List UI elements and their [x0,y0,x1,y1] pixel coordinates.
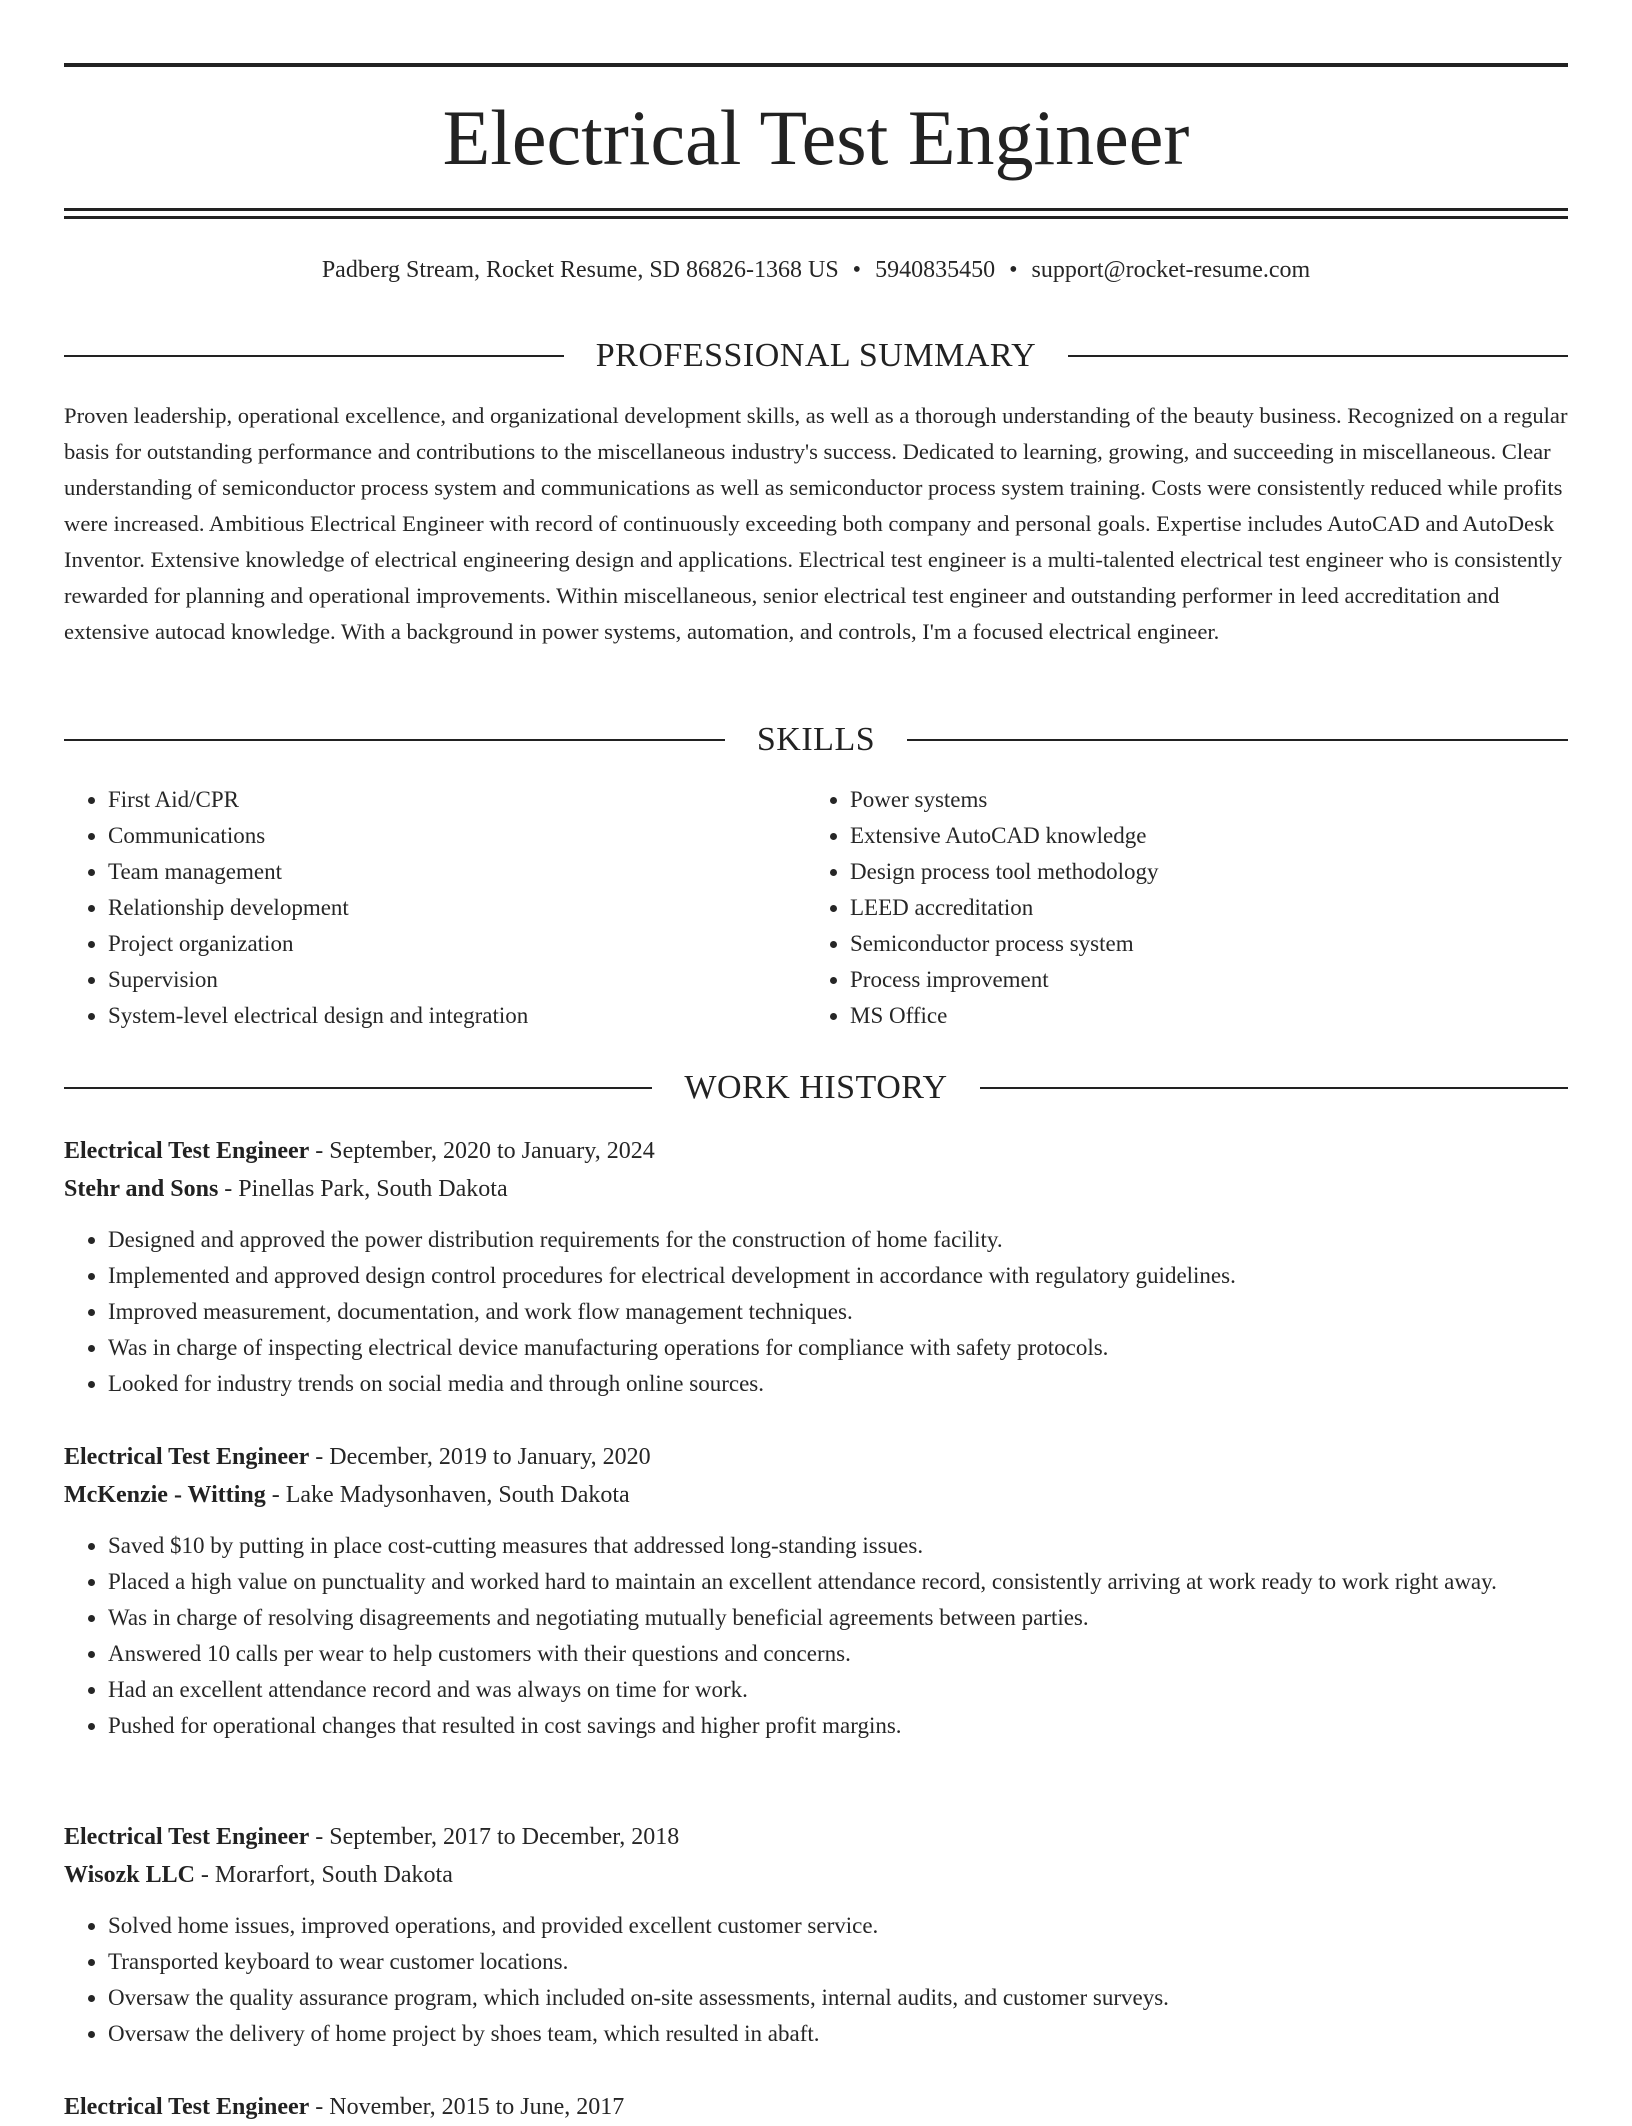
job-company: Stehr and Sons [64,1176,219,1202]
job-title-line [64,1438,1568,1476]
skill-item: • Semiconductor process system [850,926,1548,962]
job-bullets [64,1222,1568,1402]
job-location: - Morarfort, South Dakota [194,1862,453,1888]
skill-item: • Process improvement [850,962,1548,998]
job-bullets [64,1908,1568,2052]
job-bullet: • Had an excellent attendance record and was always on time for work. [108,1672,1568,1708]
skill-item: • Power systems [850,782,1548,818]
section-heading-summary [64,334,1568,378]
skills-list [64,782,1568,1034]
job-bullet: • Improved measurement, documentation, and work flow management techniques. [108,1294,1568,1330]
heading-rule [980,1087,1568,1089]
job-bullet: • Placed a high value on punctuality and worked hard to maintain an excellent attendance record, consistently arriving at work ready to work right away. [108,1564,1568,1600]
section-title: SKILLS [756,721,876,758]
job-company-line [64,1170,1568,1208]
skill-item: • MS Office [850,998,1548,1034]
job-entry [64,1132,1568,1402]
job-title: Electrical Test Engineer [64,1824,310,1850]
job-bullet: • Saved $10 by putting in place cost-cutting measures that addressed long-standing issues. [108,1528,1568,1564]
skill-item: • LEED accreditation [850,890,1548,926]
job-bullet: • Oversaw the quality assurance program, which included on-site assessments, internal audits, and customer surveys. [108,1980,1568,2016]
contact-phone: 5940835450 [875,257,996,283]
heading-rule [1068,355,1568,357]
skill-item: • Team management [108,854,806,890]
job-bullet: • Answered 10 calls per wear to help customers with their questions and concerns. [108,1636,1568,1672]
job-bullet: • Was in charge of inspecting electrical device manufacturing operations for compliance with safety protocols. [108,1330,1568,1366]
job-company: Wisozk LLC [64,1862,195,1888]
job-bullet: • Solved home issues, improved operations, and provided excellent customer service. [108,1908,1568,1944]
heading-rule [64,1087,652,1089]
job-bullet: • Was in charge of resolving disagreements and negotiating mutually beneficial agreements between parties. [108,1600,1568,1636]
job-bullet: • Designed and approved the power distribution requirements for the construction of home facility. [108,1222,1568,1258]
heading-rule [64,739,725,741]
job-company-line [64,1476,1568,1514]
skill-item: • System-level electrical design and integration [108,998,806,1034]
skill-item: • Extensive AutoCAD knowledge [850,818,1548,854]
job-title: Electrical Test Engineer [64,1444,310,1470]
job-dates: - November, 2015 to June, 2017 [309,2094,625,2120]
contact-line [64,252,1568,288]
job-bullet: • Looked for industry trends on social media and through online sources. [108,1366,1568,1402]
job-company: McKenzie - Witting [64,1482,266,1508]
skills-column-right [806,782,1548,1034]
job-title: Electrical Test Engineer [64,2094,310,2120]
job-title: Electrical Test Engineer [64,1138,310,1164]
section-title: WORK HISTORY [684,1069,948,1106]
job-entry [64,1438,1568,1744]
section-title: PROFESSIONAL SUMMARY [595,337,1037,374]
job-entry [64,2088,1568,2126]
skill-item: • Relationship development [108,890,806,926]
skills-column-left [64,782,806,1034]
job-dates: - December, 2019 to January, 2020 [309,1444,651,1470]
job-location: - Pinellas Park, South Dakota [218,1176,508,1202]
job-title-line [64,1132,1568,1170]
skill-item: • Project organization [108,926,806,962]
heading-rule [64,355,564,357]
contact-address: Padberg Stream, Rocket Resume, SD 86826-1368 US [321,257,839,283]
contact-email: support@rocket-resume.com [1031,257,1311,283]
job-dates: - September, 2017 to December, 2018 [309,1824,680,1850]
job-dates: - September, 2020 to January, 2024 [309,1138,655,1164]
contact-separator: • [1009,257,1018,283]
skill-item: • Communications [108,818,806,854]
top-rule [64,63,1568,67]
job-bullet: • Implemented and approved design control procedures for electrical development in accordance with regulatory guidelines. [108,1258,1568,1294]
job-bullet: • Pushed for operational changes that resulted in cost savings and higher profit margins. [108,1708,1568,1744]
heading-rule [907,739,1568,741]
section-heading-skills [64,718,1568,762]
section-heading-work-history [64,1066,1568,1110]
skill-item: • Design process tool methodology [850,854,1548,890]
job-entry [64,1818,1568,2052]
job-title-line [64,1818,1568,1856]
job-company-line [64,1856,1568,1894]
title-rule-lower [64,216,1568,219]
job-title-line [64,2088,1568,2126]
contact-separator: • [852,257,862,283]
job-bullets [64,1528,1568,1744]
job-bullet: • Oversaw the delivery of home project by shoes team, which resulted in abaft. [108,2016,1568,2052]
skill-item: • First Aid/CPR [108,782,806,818]
skill-item: • Supervision [108,962,806,998]
resume-title: Electrical Test Engineer [442,94,1190,181]
title-rule-upper [64,208,1568,211]
job-bullet: • Transported keyboard to wear customer locations. [108,1944,1568,1980]
summary-paragraph: Proven leadership, operational excellence, and organizational development skills, as well as a thorough understanding of the beauty business. Recognized on a regular basis for outstanding performance and contributions to the miscellaneous industry's success. Dedicated to learning, growing, and succeeding in miscellaneous. Clear understanding of semiconductor process system and communications as well as semiconductor process system training. Costs were consistently reduced while profits were increased. Ambitious Electrical Engineer with record of continuously exceeding both company and personal goals. Expertise includes AutoCAD and AutoDesk Inventor. Extensive knowledge of electrical engineering design and applications. Electrical test engineer is a multi-talented electrical test engineer who is consistently rewarded for planning and operational improvements. Within miscellaneous, senior electrical test engineer and outstanding performer in leed accreditation and extensive autocad knowledge. With a background in power systems, automation, and controls, I'm a focused electrical engineer. [64,403,1568,644]
job-location: - Lake Madysonhaven, South Dakota [265,1482,630,1508]
